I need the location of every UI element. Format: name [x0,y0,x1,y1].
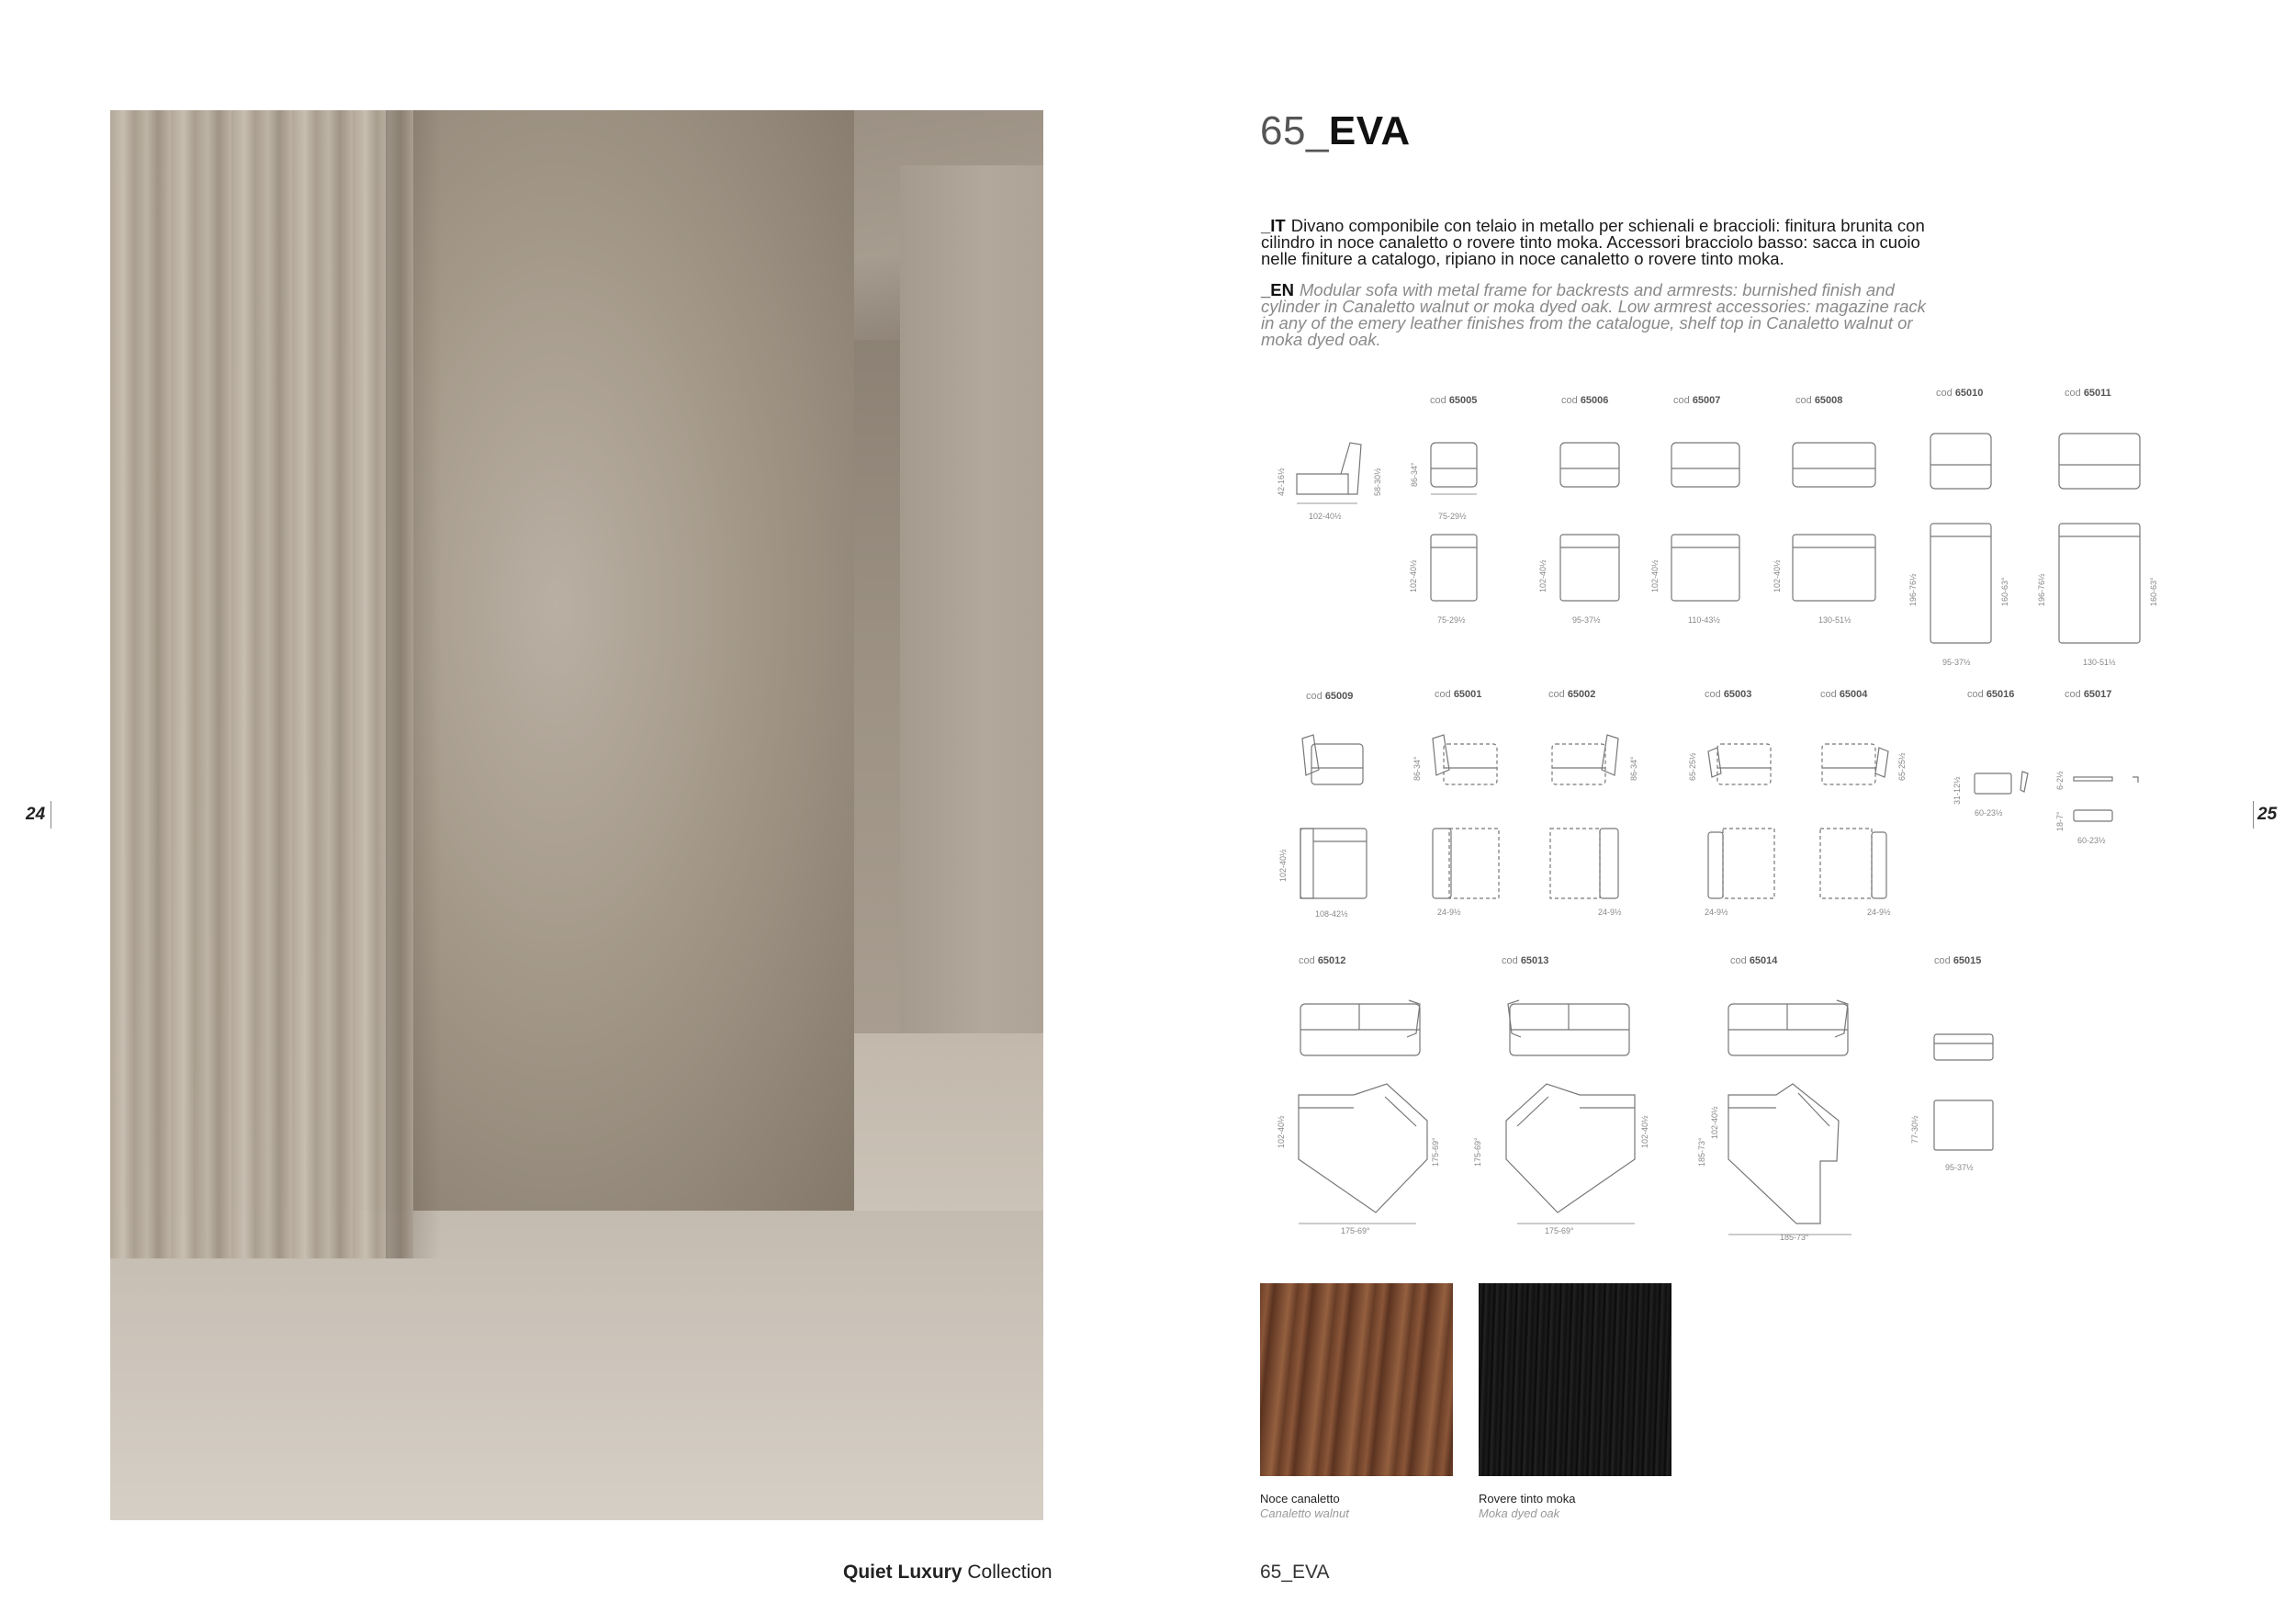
code-label-65014: cod 65014 [1730,955,1778,966]
description-it [1261,218,1931,267]
module-65010-plan [1929,522,1995,650]
module-65012-plan [1297,1086,1435,1228]
dim-label: 175-69° [1545,1226,1574,1235]
dim-label: 108-42½ [1315,909,1348,919]
module-65006-plan [1559,533,1623,606]
code-label-65004: cod 65004 [1820,689,1868,700]
footer-collection-bold: Quiet Luxury [843,1562,962,1583]
photo-curtain [110,110,413,1258]
code-label-65011: cod 65011 [2065,388,2111,399]
code-label-65006: cod 65006 [1561,395,1609,406]
module-65005-front [1429,441,1480,501]
dim-label: 102-40½ [1538,559,1548,592]
code-label-65013: cod 65013 [1502,955,1549,966]
finish-swatch-walnut [1260,1283,1453,1476]
finish-swatch-moka-oak [1479,1283,1671,1476]
code-label-65016: cod 65016 [1967,689,2015,700]
code-label-65015: cod 65015 [1934,955,1982,966]
code-label-65009: cod 65009 [1306,691,1354,702]
dim-label: 175-69° [1341,1226,1370,1235]
code-label-65012: cod 65012 [1299,955,1346,966]
module-65017-drawing [2072,772,2145,827]
dim-label: 31-12½ [1953,776,1962,805]
dim-label: 95-37½ [1945,1163,1974,1172]
module-65010-front [1929,432,1995,496]
description-en-text: Modular sofa with metal frame for backrests and armrests: burnished finish and cylinder in Canaletto walnut or moka dyed oak. Low armrest accessories: magazine rack in any of the emery leather finishes from the catalogue, shelf top in Canaletto walnut or moka dyed oak. [1261,280,1926,349]
module-65011-plan [2057,522,2144,650]
code-label-65017: cod 65017 [2065,689,2112,700]
module-65012-front [1299,997,1427,1066]
footer-product: 65_EVA [1260,1562,1330,1583]
dim-label: 65-25½ [1688,752,1697,781]
dim-label: 95-37½ [1942,658,1971,667]
module-65015-plan [1932,1099,1997,1156]
description-it-text: Divano componibile con telaio in metallo per schienali e braccioli: finitura brunita con cilindro in noce canaletto o rovere tinto moka. Accessori bracciolo basso: sacca in cuoio nelle finiture a catalogo, ripiano in noce canaletto o rovere tinto moka. [1261,216,1925,268]
module-65006-front [1559,441,1623,501]
module-65007-plan [1670,533,1743,606]
dim-label: 75-29½ [1437,615,1466,625]
module-65015-front [1932,1031,1997,1067]
dim-label: 130-51½ [1818,615,1851,625]
code-label-65002: cod 65002 [1548,689,1596,700]
dim-label: 86-34° [1412,756,1422,781]
module-65007-front [1670,441,1743,501]
dim-label: 24-9½ [1705,908,1728,917]
interior-photo [110,110,1043,1520]
dim-label: 102-40½ [1278,849,1288,882]
dim-label: 110-43½ [1688,615,1720,625]
module-65004-plan [1818,827,1894,905]
finish-name: Rovere tinto moka [1479,1492,1576,1506]
code-label-65010: cod 65010 [1936,388,1984,399]
dim-label: 196-76½ [1908,573,1918,606]
dim-label: 6-2½ [2055,771,2065,790]
module-65004-front [1818,733,1894,797]
module-65001-front [1429,733,1504,797]
module-65001-plan [1429,827,1504,905]
lang-tag-en: _EN [1261,280,1294,299]
finish-subtitle: Moka dyed oak [1479,1506,1560,1520]
dim-label: 102-40½ [1640,1115,1649,1148]
left-page-number: 24 [26,805,46,824]
photo-curtain-shadow [386,110,441,1258]
module-65008-plan [1791,533,1879,606]
code-label-65003: cod 65003 [1705,689,1752,700]
module-65005-plan [1429,533,1480,606]
dim-label: 102-40½ [1277,1115,1286,1148]
footer-collection [843,1562,1052,1584]
photo-room-right-wall [900,165,1043,1139]
dim-label: 24-9½ [1867,908,1891,917]
dim-label: 24-9½ [1598,908,1622,917]
dim-label: 65-25½ [1897,752,1907,781]
module-65009-plan [1299,827,1372,905]
dim-label: 77-30½ [1910,1115,1919,1144]
dim-label: 60-23½ [2077,836,2106,845]
module-65009-front [1299,733,1372,797]
dim-label: 160-63° [2149,577,2158,606]
module-65014-plan [1725,1086,1863,1242]
dim-label: 130-51½ [2083,658,2116,667]
module-65016-drawing [1973,770,2037,806]
module-65011-front [2057,432,2144,496]
module-65014-front [1727,997,1855,1066]
dim-label: 102-40½ [1309,512,1342,521]
dim-label: 175-69° [1473,1137,1482,1167]
dim-label: 102-40½ [1409,559,1418,592]
code-label-65008: cod 65008 [1795,395,1843,406]
page-title [1260,108,1411,154]
right-page-number: 25 [2257,805,2278,824]
code-label-65007: cod 65007 [1673,395,1721,406]
dim-label: 24-9½ [1437,908,1461,917]
code-label-65005: cod 65005 [1430,395,1478,406]
dim-label: 102-40½ [1710,1106,1719,1139]
side-profile-drawing [1293,439,1376,508]
dim-label: 175-69° [1431,1137,1440,1167]
module-65013-plan [1499,1086,1637,1228]
module-65002-front [1548,733,1624,797]
right-page-number-divider [2253,801,2254,829]
dim-label: 196-76½ [2037,573,2046,606]
dim-label: 60-23½ [1975,808,2003,818]
dim-label: 160-63° [2000,577,2009,606]
dim-label: 58-30½ [1373,468,1382,496]
module-65008-front [1791,441,1879,501]
dim-label: 95-37½ [1572,615,1601,625]
finish-subtitle: Canaletto walnut [1260,1506,1349,1520]
module-65002-plan [1548,827,1624,905]
product-number: 65_ [1260,108,1329,153]
dim-label: 86-34° [1629,756,1638,781]
module-65003-plan [1705,827,1780,905]
description-en [1261,282,1931,348]
lang-tag-it: _IT [1261,216,1286,235]
dim-label: 42-16½ [1277,468,1286,496]
dim-label: 86-34° [1410,462,1419,487]
footer-collection-rest: Collection [967,1562,1052,1583]
product-name: EVA [1328,108,1411,153]
dim-label: 102-40½ [1773,559,1782,592]
dim-label: 185-73° [1697,1137,1706,1167]
dim-label: 75-29½ [1438,512,1467,521]
dim-label: 185-73° [1780,1233,1809,1242]
finish-name: Noce canaletto [1260,1492,1340,1506]
module-65013-front [1503,997,1631,1066]
dim-label: 102-40½ [1650,559,1660,592]
module-65003-front [1705,733,1780,797]
dim-label: 18-7° [2055,811,2065,831]
code-label-65001: cod 65001 [1435,689,1482,700]
